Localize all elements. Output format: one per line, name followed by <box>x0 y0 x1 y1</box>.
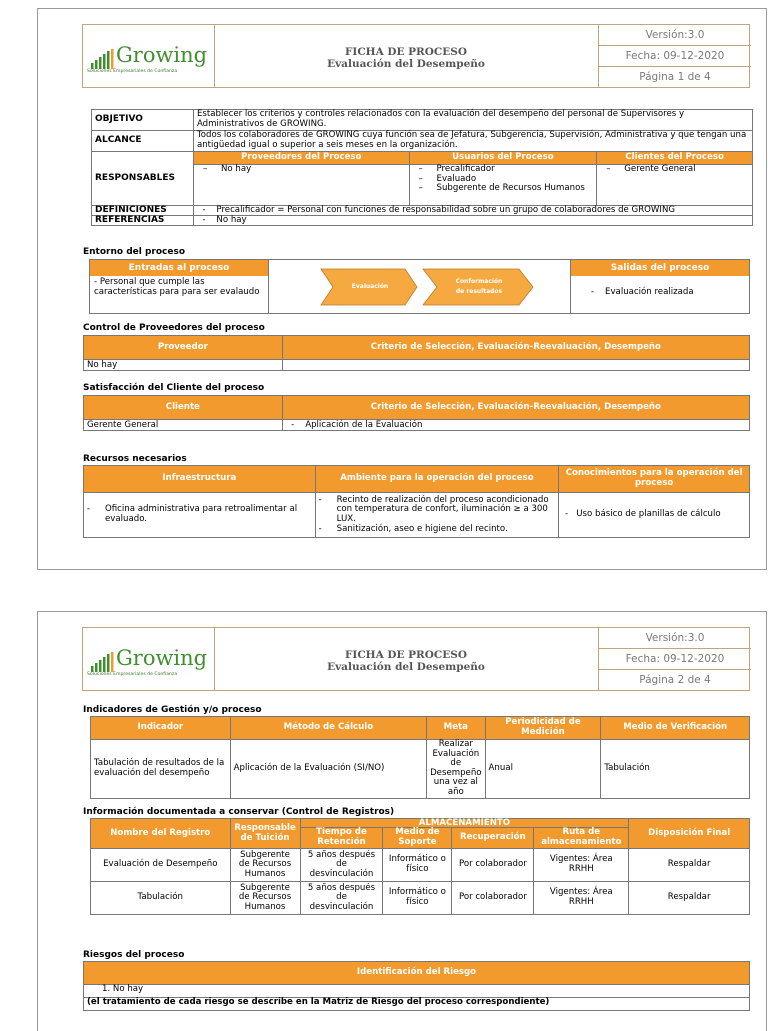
reg-cell: Subgerente de Recursos Humanos <box>230 849 300 882</box>
page-header <box>82 24 750 88</box>
indicadores-title: Indicadores de Gestión y/o proceso <box>83 705 262 715</box>
logo-word-2: Growing <box>116 646 208 670</box>
referencias-row <box>92 216 753 226</box>
reg-cell: Vigentes: Área RRHH <box>534 849 629 882</box>
rec-ambiente-1: Recinto de realización del proceso acondicionado con temperatura de confort, iluminación ≥ a 300 LUX. <box>336 494 549 524</box>
ind-col-header: Indicador <box>91 717 231 740</box>
bar-chart-icon <box>90 49 116 69</box>
date-label: Fecha: 09-12-2020 <box>599 46 751 67</box>
control-row-proveedor: No hay <box>84 360 283 371</box>
date-label-2: Fecha: 09-12-2020 <box>599 649 751 670</box>
company-logo <box>83 25 215 87</box>
proveedor-item <box>197 165 406 175</box>
flow-arrows <box>269 260 570 313</box>
reg-cell: Respaldar <box>629 849 750 882</box>
reg-col-disposicion: Disposición Final <box>629 819 750 849</box>
entradas-header: Entradas al proceso <box>90 260 268 276</box>
referencias-label: REFERENCIAS <box>92 216 194 226</box>
ind-col-header: Meta <box>427 717 485 740</box>
document-title: FICHA DE PROCESO <box>344 46 468 58</box>
reg-cell: 5 años después de desvinculación <box>300 882 383 915</box>
reg-col-ruta: Ruta de almacenamiento <box>534 828 629 849</box>
logo-tagline-2: Soluciones Empresariales de Confianza <box>87 672 178 677</box>
dash-marker: – <box>418 164 423 174</box>
document-page-1 <box>37 8 767 570</box>
control-title: Control de Proveedores del proceso <box>83 323 265 333</box>
document-title-2: FICHA DE PROCESO <box>344 649 468 661</box>
satisf-row-criterio-cell: - Aplicación de la Evaluación <box>282 420 749 431</box>
bar-chart-icon <box>90 652 116 672</box>
dash-marker: – <box>202 164 208 174</box>
reg-almacenamiento: ALMACENAMIENTO <box>300 819 629 828</box>
cliente-item-text: Gerente General <box>624 164 696 174</box>
objetivo-row <box>92 110 753 131</box>
riesgos-item: 1. No hay <box>84 985 750 998</box>
ind-cell: Realizar Evaluación de Desempeño una vez al año <box>427 740 485 799</box>
page-header-2 <box>82 627 750 691</box>
flow-arrow-conformacion <box>423 269 533 305</box>
ind-col-header: Método de Cálculo <box>230 717 426 740</box>
document-page-2 <box>37 611 767 1031</box>
document-subtitle-2: Evaluación del Desempeño <box>327 661 485 673</box>
recursos-title: Recursos necesarios <box>83 454 187 464</box>
rec-infra-cell: - Oficina administrativa para retroalimentar al evaluado. <box>84 493 316 538</box>
reg-cell: Informático o físico <box>383 849 452 882</box>
reg-col-recuperacion: Recuperación <box>452 828 534 849</box>
satisfaccion-table <box>83 395 750 431</box>
rec-ambiente-cell: - Recinto de realización del proceso acondicionado con temperatura de confort, iluminación ≥ a 300 LUX. - Sanitización, aseo e higiene del recinto. <box>315 493 559 538</box>
document-meta <box>598 25 751 87</box>
objetivo-text: Establecer los criterios y controles relacionados con la evaluación del desempeño del personal de Supervisores y Administrativos de GROWING. <box>193 110 752 131</box>
document-title-block-2 <box>214 628 598 690</box>
riesgos-header: Identificación del Riesgo <box>84 962 750 985</box>
table-row <box>91 882 750 915</box>
responsables-label: RESPONSABLES <box>92 152 194 206</box>
proveedores-header: Proveedores del Proceso <box>193 152 409 165</box>
reg-cell: Respaldar <box>629 882 750 915</box>
info-doc-title: Información documentada a conservar (Control de Registros) <box>83 807 395 817</box>
satisf-col-criterio: Criterio de Selección, Evaluación-Reevaluación, Desempeño <box>282 396 749 420</box>
cliente-item <box>600 165 749 175</box>
ind-cell: Aplicación de la Evaluación (SI/NO) <box>230 740 426 799</box>
clientes-list <box>597 165 753 206</box>
flow-step-2b: de resultados <box>455 288 503 295</box>
control-table <box>83 335 750 371</box>
version-label: Versión:3.0 <box>599 25 751 46</box>
riesgos-table <box>83 961 750 1011</box>
usuarios-list <box>409 165 597 206</box>
indicadores-table <box>90 716 750 799</box>
satisf-col-cliente: Cliente <box>84 396 283 420</box>
entradas-text: - Personal que cumple las características para para ser evalaudo <box>94 277 260 297</box>
reg-cell: Subgerente de Recursos Humanos <box>230 882 300 915</box>
responsables-header-row <box>92 152 753 165</box>
document-meta-2 <box>598 628 751 690</box>
page-number-2: Página 2 de 4 <box>639 674 711 686</box>
salidas-text-wrap: - Evaluación realizada <box>591 287 694 297</box>
alcance-row <box>92 131 753 152</box>
alcance-text: Todos los colaboradores de GROWING cuya función sea de Jefatura, Subgerencia, Supervisión, Administrativa y que tengan una antigüedad igual o superior a seis meses en la organización. <box>193 131 752 152</box>
dash-marker: – <box>418 183 423 194</box>
rec-col-ambiente: Ambiente para la operación del proceso <box>315 466 559 493</box>
document-title-block <box>214 25 598 87</box>
entradas-box <box>89 259 269 314</box>
control-row-criterio <box>282 360 749 371</box>
reg-col-nombre: Nombre del Registro <box>91 819 231 849</box>
logo-tagline: Soluciones Empresariales de Confianza <box>87 69 178 74</box>
referencias-text: - No hay <box>193 216 752 226</box>
version-label-2: Versión:3.0 <box>599 628 751 649</box>
usuarios-header: Usuarios del Proceso <box>409 152 597 165</box>
process-flow <box>269 259 570 314</box>
usuario-item-text: Subgerente de Recursos Humanos <box>436 183 585 194</box>
objetivo-label: OBJETIVO <box>92 110 194 131</box>
definiciones-label: DEFINICIONES <box>92 206 194 216</box>
reg-cell: Vigentes: Área RRHH <box>534 882 629 915</box>
rec-col-conocimientos: Conocimientos para la operación del proceso <box>559 466 750 493</box>
satisf-row-cliente: Gerente General <box>84 420 283 431</box>
dash-marker: – <box>606 164 611 174</box>
rec-col-infra: Infraestructura <box>84 466 316 493</box>
reg-cell: 5 años después de desvinculación <box>300 849 383 882</box>
rec-infra-text: Oficina administrativa para retroalimentar al evaluado. <box>105 504 298 524</box>
reg-col-responsable: Responsable de Tuición <box>230 819 300 849</box>
usuario-item <box>413 184 594 194</box>
reg-cell: Por colaborador <box>452 882 534 915</box>
flow-step-1: Evaluación <box>351 283 389 290</box>
proveedor-item-text: No hay <box>220 164 252 174</box>
registros-table <box>90 818 750 915</box>
recursos-table <box>83 465 750 538</box>
company-logo-2 <box>83 628 215 690</box>
rec-conocimientos-cell: - Uso básico de planillas de cálculo <box>559 493 750 538</box>
ind-cell: Anual <box>485 740 601 799</box>
reg-cell: Tabulación <box>91 882 231 915</box>
usuario-item-text: Evaluado <box>436 173 477 184</box>
salidas-box <box>570 259 750 314</box>
flow-step-2a: Conformación <box>455 278 503 285</box>
definiciones-value: Precalificador = Personal con funciones de responsabilidad sobre un grupo de colaboradores de GROWING <box>216 205 676 215</box>
satisfaccion-title: Satisfacción del Cliente del proceso <box>83 383 265 393</box>
document-subtitle: Evaluación del Desempeño <box>327 58 485 70</box>
proveedores-list <box>193 165 409 206</box>
clientes-header: Clientes del Proceso <box>597 152 753 165</box>
definiciones-row <box>92 206 753 216</box>
reg-col-tiempo: Tiempo de Retención <box>300 828 383 849</box>
ind-cell: Tabulación <box>601 740 750 799</box>
process-info-table <box>91 109 753 226</box>
rec-ambiente-2: Sanitización, aseo e higiene del recinto. <box>336 523 508 534</box>
ind-col-header: Medio de Verificación <box>601 717 750 740</box>
referencias-value: No hay <box>216 215 247 225</box>
usuario-item-text: Precalificador <box>436 164 495 174</box>
reg-cell: Por colaborador <box>452 849 534 882</box>
table-row <box>91 849 750 882</box>
alcance-label: ALCANCE <box>92 131 194 152</box>
dash-marker: – <box>418 173 423 184</box>
reg-col-medio: Medio de Soporte <box>383 828 452 849</box>
salidas-text: Evaluación realizada <box>605 287 694 297</box>
control-col-proveedor: Proveedor <box>84 336 283 360</box>
control-col-criterio: Criterio de Selección, Evaluación-Reevaluación, Desempeño <box>282 336 749 360</box>
satisf-row-criterio: Aplicación de la Evaluación <box>305 420 423 430</box>
page-number: Página 1 de 4 <box>639 71 711 83</box>
ind-cell: Tabulación de resultados de la evaluación del desempeño <box>91 740 231 799</box>
reg-cell: Evaluación de Desempeño <box>91 849 231 882</box>
ind-col-header: Periodicidad de Medición <box>485 717 601 740</box>
rec-conocimientos-text: Uso básico de planillas de cálculo <box>576 509 721 520</box>
definiciones-text: - Precalificador = Personal con funciones de responsabilidad sobre un grupo de colaboradores de GROWING <box>193 206 752 216</box>
salidas-header: Salidas del proceso <box>571 260 749 276</box>
riesgos-title: Riesgos del proceso <box>83 950 185 960</box>
entorno-title: Entorno del proceso <box>83 247 186 257</box>
logo-word: Growing <box>116 43 208 67</box>
reg-cell: Informático o físico <box>383 882 452 915</box>
riesgos-note: (el tratamiento de cada riesgo se describe en la Matriz de Riesgo del proceso correspondiente) <box>84 998 750 1011</box>
